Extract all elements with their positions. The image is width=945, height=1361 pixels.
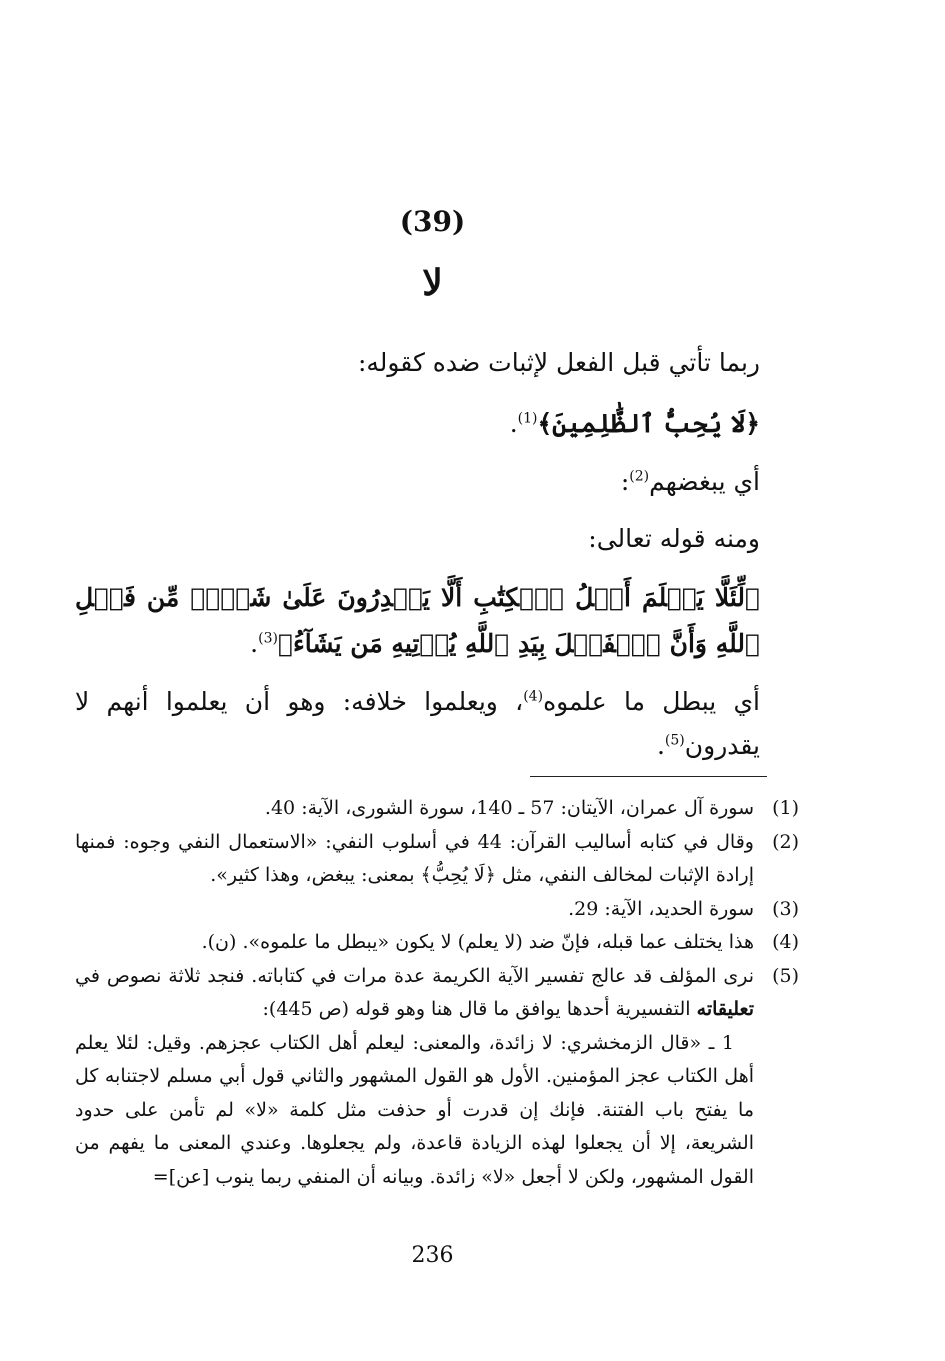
- footnote-1: [75, 792, 799, 826]
- quran-verse-1: ﴿لَا يُحِبُّ ٱلظَّٰلِمِينَ﴾: [537, 409, 760, 438]
- footnote-ref-3: (3): [258, 630, 278, 647]
- page-number: 236: [411, 1243, 454, 1268]
- meaning-line-1: [621, 462, 760, 502]
- footnote-number: (3): [772, 897, 799, 920]
- explain-end: .: [656, 731, 665, 760]
- footnote-separator: [530, 776, 767, 777]
- quote1-end: .: [509, 409, 518, 438]
- explain-text-a: أي يبطل ما علموه: [543, 687, 760, 716]
- footnote-text: وقال في كتابه أساليب القرآن: 44 في أسلوب النفي: «الاستعمال النفي وجوه: فمنها إرادة الإثبات لمخالف النفي، مثل ﴿لَا يُحِبُّ﴾ بمعنى: يبغض، وهذا كثير».: [75, 830, 754, 886]
- quran-verse-2: ﴿لِّئَلَّا يَعۡلَمَ أَهۡلُ ٱلۡكِتَٰبِ أَلَّا يَقۡدِرُونَ عَلَىٰ شَيۡءٖ مِّن فَضۡلِ ٱللَّهِ وَأَنَّ ٱلۡفَضۡلَ بِيَدِ ٱللَّهِ يُؤۡتِيهِ مَن يَشَآءُ﴾: [75, 583, 760, 658]
- chapter-title: لا: [422, 262, 443, 304]
- meaning1-text: أي يبغضهم: [649, 467, 760, 496]
- footnotes-section: [75, 792, 799, 1194]
- footnote-text: سورة الحديد، الآية: 29.: [568, 897, 754, 920]
- footnote-5-text-a: نرى المؤلف قد عالج تفسير الآية الكريمة عدة مرات في كتاباته. فنجد ثلاثة نصوص في: [75, 964, 754, 987]
- footnote-2: [75, 826, 799, 893]
- explain-text-b: ، ويعلموا خلافه: وهو أن يعلموا أنهم لا يقدرون: [75, 687, 760, 760]
- footnote-5-bold-word: تعليقاته: [696, 998, 754, 1020]
- footnote-number: (4): [772, 931, 799, 953]
- footnote-ref-1: (1): [517, 410, 538, 427]
- quran-quote-2: [75, 575, 760, 667]
- chapter-number: (39): [399, 205, 466, 238]
- intro2-text: ومنه قوله تعالى:: [588, 524, 760, 553]
- footnote-ref-2: (2): [629, 468, 650, 485]
- footnote-number: (5): [772, 964, 799, 987]
- footnote-text: [75, 960, 754, 1027]
- footnote-5-text-b: التفسيرية أحدها يوافق ما قال هنا وهو قوله (ص 445):: [262, 998, 697, 1020]
- footnote-ref-4: (4): [523, 688, 544, 705]
- footnote-number: (2): [772, 830, 799, 853]
- quran-quote-1: [510, 404, 760, 444]
- meaning1-end: :: [620, 467, 630, 496]
- footnote-text: سورة آل عمران، الآيتان: 57 ـ 140، سورة الشورى، الآية: 40.: [264, 797, 754, 819]
- footnote-4: [75, 926, 799, 960]
- footnote-text: هذا يختلف عما قبله، فإنّ ضد (لا يعلم) لا يكون «يبطل ما علموه». (ن).: [201, 931, 754, 953]
- quote2-end: .: [250, 629, 259, 658]
- footnote-number: (1): [772, 797, 799, 819]
- intro-line: [358, 343, 760, 383]
- intro-text: ربما تأتي قبل الفعل لإثبات ضده كقوله:: [357, 348, 760, 377]
- footnote-5-continuation: 1 ـ «قال الزمخشري: لا زائدة، والمعنى: ليعلم أهل الكتاب عجزهم. وقيل: لئلا يعلم أهل الكتاب عجز المؤمنين. الأول هو القول المشهور والثاني قول أبي مسلم لاجتنابه كل ما يفتح باب الفتنة. فإنك إن قدرت أو حذفت مثل كلمة «لا» لم تأمن على حدود الشريعة، إلا أن يجعلوا لهذه الزيادة قاعدة، ولم يجعلوها. وعندي المعنى ما يفهم من القول المشهور، ولكن لا أجعل «لا» زائدة. وبيانه أن المنفي ربما ينوب [عن]=: [75, 1031, 754, 1188]
- explanation-paragraph: [75, 680, 760, 768]
- intro-line-2: [588, 519, 760, 559]
- footnote-ref-5: (5): [664, 732, 685, 749]
- footnote-3: [75, 893, 799, 927]
- footnote-5: [75, 960, 799, 1027]
